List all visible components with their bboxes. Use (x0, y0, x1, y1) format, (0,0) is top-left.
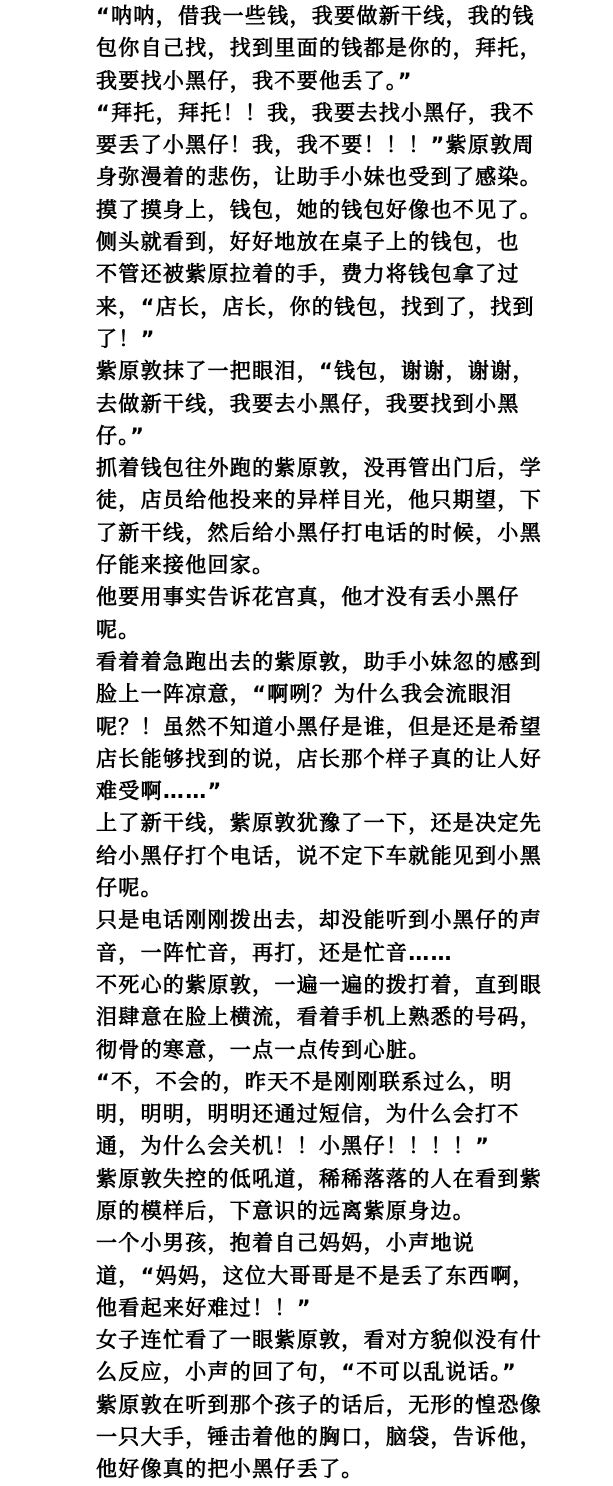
text-line: 一个小男孩，抱着自己妈妈，小声地说 (96, 1231, 476, 1256)
text-line: 要丢了小黑仔！我，我不要！！！”紫原敦周 (96, 133, 535, 158)
text-line: “不，不会的，昨天不是刚刚联系过么，明 (96, 1069, 513, 1094)
text-line: 我要找小黑仔，我不要他丢了。” (96, 68, 413, 93)
text-line: 么反应，小声的回了句，“不可以乱说话。” (96, 1360, 518, 1385)
text-line: 包你自己找，找到里面的钱都是你的，拜托， (96, 36, 542, 61)
text-line: 仔。” (96, 423, 146, 448)
text-line: 看着着急跑出去的紫原敦，助手小妹忽的感到 (96, 649, 542, 674)
text-line: 他看起来好难过！！” (96, 1295, 312, 1320)
text-line: 来，“店长，店长，你的钱包，找到了，找到 (96, 294, 535, 319)
text-line: 原的模样后，下意识的远离紫原身边。 (96, 1198, 476, 1223)
text-line: 侧头就看到，好好地放在桌子上的钱包，也 (96, 230, 520, 255)
text-line: 只是电话刚刚拨出去，却没能听到小黑仔的声 (96, 908, 542, 933)
text-line: 呢？！虽然不知道小黑仔是谁，但是还是希望 (96, 714, 542, 739)
document-body (96, 0, 586, 1486)
text-line: 通，为什么会关机！！小黑仔！！！！” (96, 1134, 491, 1159)
text-line: 紫原敦抹了一把眼泪，“钱包，谢谢，谢谢， (96, 359, 535, 384)
text-line: “呐呐，借我一些钱，我要做新干线，我的钱 (96, 4, 535, 28)
text-line: 音，一阵忙音，再打，还是忙音…… (96, 940, 453, 965)
text-line: 摸了摸身上，钱包，她的钱包好像也不见了。 (96, 197, 542, 222)
text-line: 去做新干线，我要去小黑仔，我要找到小黑 (96, 391, 520, 416)
text-line: 仔呢。 (96, 876, 163, 901)
text-line: 身弥漫着的悲伤，让助手小妹也受到了感染。 (96, 165, 542, 190)
text-line: 徒，店员给他投来的异样目光，他只期望，下 (96, 488, 542, 513)
text-line: 了新干线，然后给小黑仔打电话的时候，小黑 (96, 520, 542, 545)
text-line: 泪肆意在脸上横流，看着手机上熟悉的号码， (96, 1005, 542, 1030)
text-line: 紫原敦在听到那个孩子的话后，无形的惶恐像 (96, 1392, 542, 1417)
text-line: “拜托，拜托！！我，我要去找小黑仔，我不 (96, 100, 535, 125)
text-line: 彻骨的寒意，一点一点传到心脏。 (96, 1037, 431, 1062)
text-line: 给小黑仔打个电话，说不定下车就能见到小黑 (96, 843, 542, 868)
text-line: 呢。 (96, 617, 141, 642)
text-line: 抓着钱包往外跑的紫原敦，没再管出门后，学 (96, 456, 542, 481)
text-line: 不死心的紫原敦，一遍一遍的拨打着，直到眼 (96, 972, 542, 997)
text-line: 不管还被紫原拉着的手，费力将钱包拿了过 (96, 262, 520, 287)
text-line: 道，“妈妈，这位大哥哥是不是丢了东西啊， (96, 1263, 535, 1288)
text-line: 一只大手，锤击着他的胸口，脑袋，告诉他， (96, 1425, 542, 1450)
text-line: 店长能够找到的说，店长那个样子真的让人好 (96, 746, 542, 771)
text-line: 了！” (96, 326, 156, 351)
text-line: 仔能来接他回家。 (96, 553, 275, 578)
text-line: 他要用事实告诉花宫真，他才没有丢小黑仔 (96, 585, 520, 610)
text-line: 女子连忙看了一眼紫原敦，看对方貌似没有什 (96, 1328, 542, 1353)
text-line: 脸上一阵凉意，“啊咧？为什么我会流眼泪 (96, 682, 513, 707)
text-line: 上了新干线，紫原敦犹豫了一下，还是决定先 (96, 811, 542, 836)
text-line: 紫原敦失控的低吼道，稀稀落落的人在看到紫 (96, 1166, 542, 1191)
text-line: 他好像真的把小黑仔丢了。 (96, 1457, 364, 1482)
text-line: 难受啊……” (96, 779, 223, 804)
text-line: 明，明明，明明还通过短信，为什么会打不 (96, 1102, 520, 1127)
